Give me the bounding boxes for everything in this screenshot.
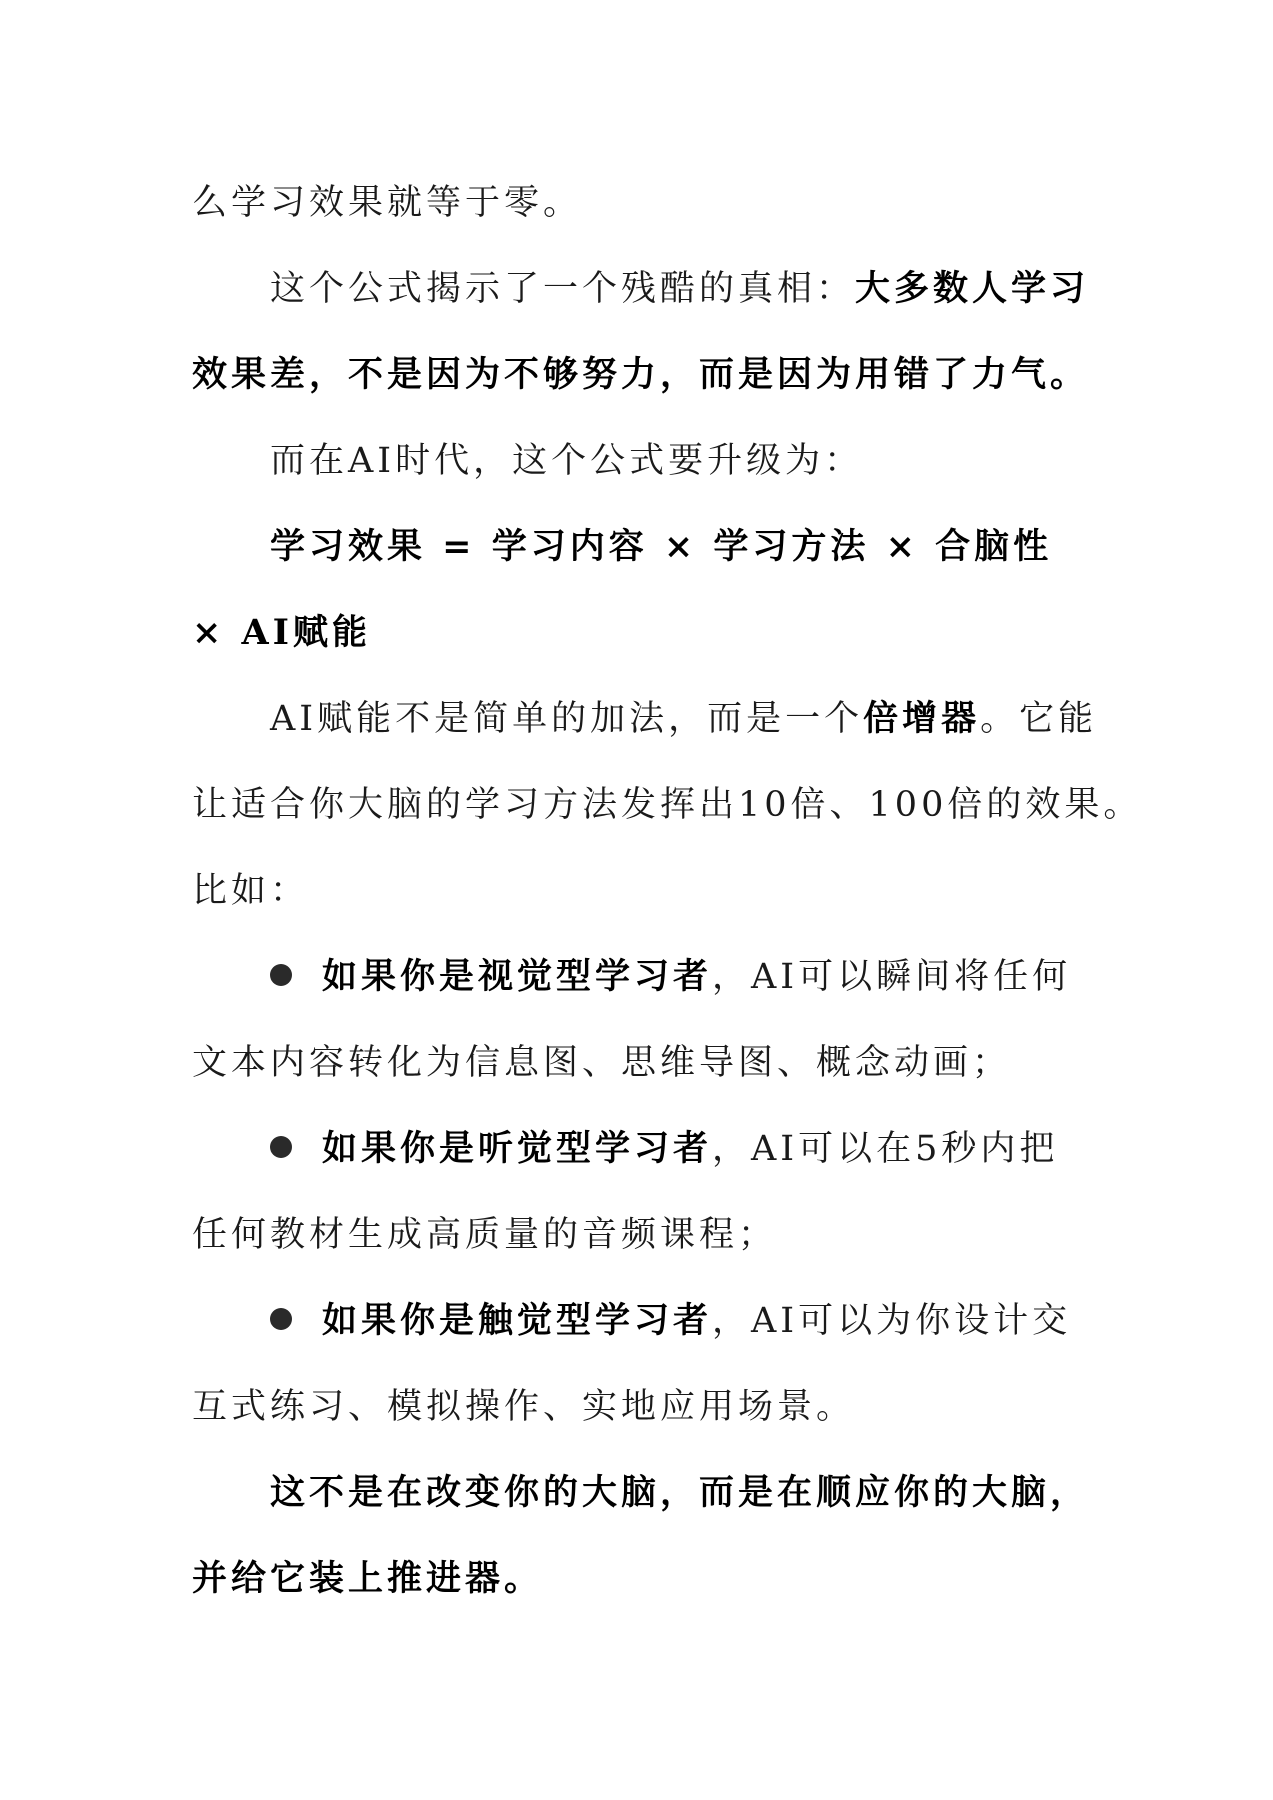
text: 任何教材生成高质量的音频课程； [192, 1215, 778, 1255]
paragraph-line [192, 418, 1082, 504]
text: ，AI可以瞬间将任何 [712, 957, 1072, 997]
bold-text: 大多数人学习 [855, 268, 1090, 309]
text: 文本内容转化为信息图、思维导图、概念动画； [192, 1043, 1012, 1083]
paragraph-line [192, 160, 1082, 246]
paragraph-line [192, 1020, 1082, 1106]
paragraph-line [192, 1192, 1082, 1278]
text: 这个公式揭示了一个残酷的真相： [270, 269, 856, 309]
text: ，AI可以在5秒内把 [712, 1129, 1059, 1169]
formula-text: 学习效果 = 学习内容 × 学习方法 × 合脑性 [270, 526, 1053, 567]
text: 比如： [192, 871, 310, 911]
bold-text: 如果你是视觉型学习者 [322, 956, 713, 997]
formula-text: × AI赋能 [192, 612, 372, 653]
text: 么学习效果就等于零。 [192, 183, 583, 223]
bold-text: 并给它装上推进器。 [192, 1558, 544, 1599]
closing-line [192, 1536, 1082, 1622]
text: 让适合你大脑的学习方法发挥出10倍、100倍的效果。 [192, 785, 1143, 825]
bullet-icon [270, 1308, 292, 1330]
paragraph-line [192, 1364, 1082, 1450]
paragraph-line [192, 762, 1143, 848]
document-page [192, 160, 1143, 1622]
bullet-icon [270, 964, 292, 986]
bullet-item [192, 1278, 1082, 1364]
bold-text: 这不是在改变你的大脑，而是在顺应你的大脑， [270, 1472, 1090, 1513]
bold-text: 效果差，不是因为不够努力，而是因为用错了力气。 [192, 354, 1090, 395]
formula-line [192, 504, 1082, 590]
formula-line [192, 590, 1082, 676]
text: ，AI可以为你设计交 [712, 1301, 1072, 1341]
text: 而在AI时代，这个公式要升级为： [270, 441, 864, 481]
paragraph-line [192, 246, 1090, 332]
bold-text: 如果你是触觉型学习者 [322, 1300, 713, 1341]
bullet-item [192, 1106, 1082, 1192]
bold-text: 如果你是听觉型学习者 [322, 1128, 713, 1169]
bullet-item [192, 934, 1082, 1020]
bold-text: 倍增器 [863, 698, 981, 739]
text: AI赋能不是简单的加法，而是一个 [270, 699, 864, 739]
paragraph-line [192, 676, 1098, 762]
bullet-icon [270, 1136, 292, 1158]
paragraph-line [192, 848, 1082, 934]
closing-line [192, 1450, 1090, 1536]
paragraph-line [192, 332, 1090, 418]
text: 。它能 [980, 699, 1098, 739]
text: 互式练习、模拟操作、实地应用场景。 [192, 1387, 856, 1427]
